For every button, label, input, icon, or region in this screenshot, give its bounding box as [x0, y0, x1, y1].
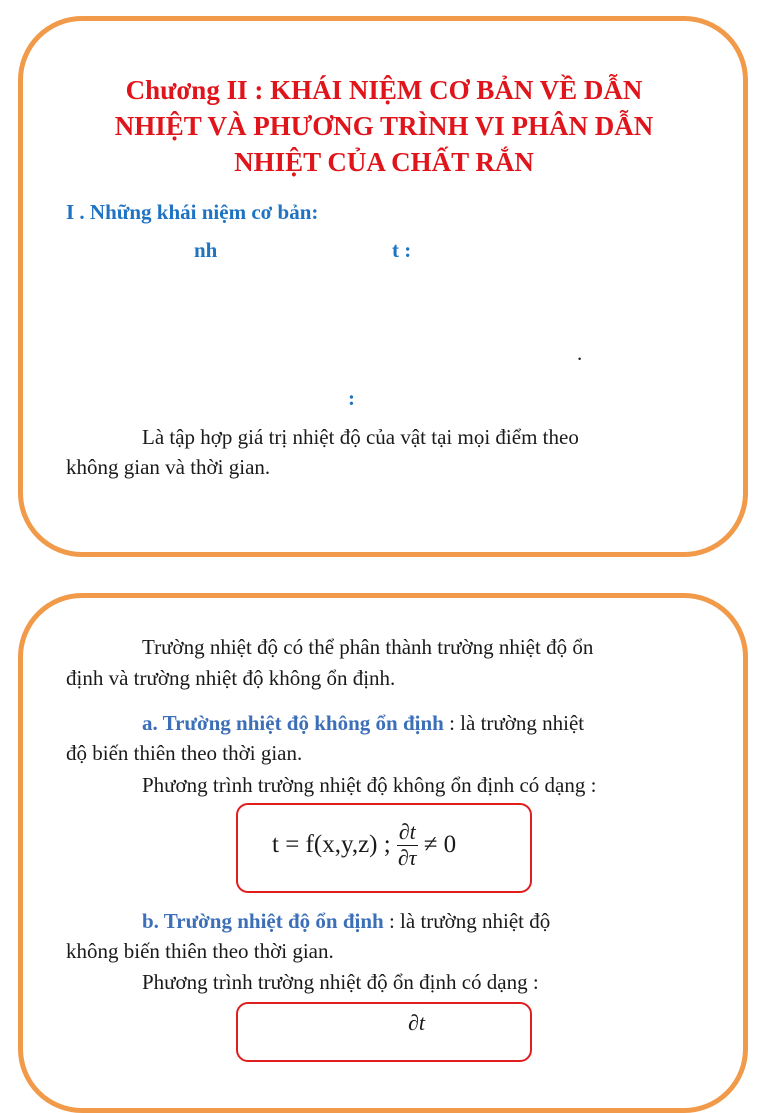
- partial-fraction: [397, 820, 418, 870]
- fragment-dot: .: [577, 341, 583, 365]
- definition-line-2: không gian và thời gian.: [66, 455, 271, 479]
- formula-unsteady: [272, 820, 456, 870]
- steady-equation-intro: Phương trình trường nhiệt độ ổn định có dạng :: [142, 970, 539, 994]
- chapter-title-line-2: NHIỆT VÀ PHƯƠNG TRÌNH VI PHÂN DẪN: [114, 111, 654, 141]
- intro-line-1: Trường nhiệt độ có thể phân thành trường nhiệt độ ổn: [142, 635, 594, 659]
- steady-definition-line-1: [142, 906, 550, 936]
- unsteady-definition-line-1: [142, 708, 584, 738]
- fragment-colon: :: [348, 386, 355, 410]
- steady-term-rest: : là trường nhiệt độ: [383, 909, 551, 933]
- formula-box-steady: [236, 1002, 532, 1062]
- unsteady-definition-line-2: độ biến thiên theo thời gian.: [66, 741, 303, 765]
- fraction-denominator: ∂τ: [397, 845, 417, 870]
- unsteady-term: a. Trường nhiệt độ không ổn định: [142, 711, 444, 735]
- fragment-nh: nh: [194, 238, 218, 262]
- formula-lhs: t = f(x,y,z) ;: [272, 831, 391, 858]
- section-heading: I . Những khái niệm cơ bản:: [66, 200, 319, 224]
- fragment-t: t :: [392, 238, 412, 262]
- unsteady-term-rest: : là trường nhiệt: [443, 711, 585, 735]
- formula-steady-partial: ∂t: [408, 1010, 425, 1035]
- intro-line-2: định và trường nhiệt độ không ổn định.: [66, 666, 396, 690]
- steady-definition-line-2: không biến thiên theo thời gian.: [66, 939, 334, 963]
- unsteady-equation-intro: Phương trình trường nhiệt độ không ổn định có dạng :: [142, 773, 597, 797]
- steady-term: b. Trường nhiệt độ ổn định: [142, 909, 384, 933]
- chapter-title: [40, 72, 728, 180]
- fraction-numerator: ∂t: [398, 819, 416, 844]
- definition-line-1: Là tập hợp giá trị nhiệt độ của vật tại mọi điểm theo: [142, 425, 579, 449]
- chapter-title-line-3: NHIỆT CỦA CHẤT RẮN: [234, 147, 534, 177]
- chapter-title-line-1: Chương II : KHÁI NIỆM CƠ BẢN VỀ DẪN: [125, 75, 643, 105]
- formula-rhs: ≠ 0: [423, 831, 457, 858]
